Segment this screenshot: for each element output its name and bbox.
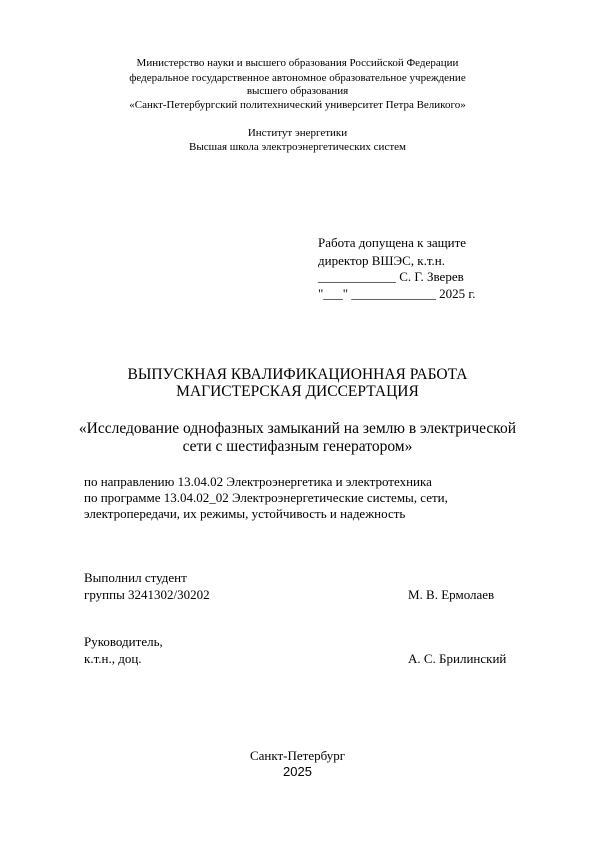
university-name: «Санкт-Петербургский политехнический университет Петра Великого»: [129, 99, 466, 111]
supervisor-name: А. С. Брилинский: [408, 651, 507, 666]
school-name: Высшая школа электроэнергетических систем: [189, 141, 406, 153]
student-group: группы 3241302/30202: [84, 587, 210, 602]
program-line-2: электропередачи, их режимы, устойчивость и надежность: [84, 506, 406, 521]
student-name: М. В. Ермолаев: [408, 587, 495, 602]
topic-line-2: сети с шестифазным генератором»: [182, 438, 413, 455]
ministry-line: Министерство науки и высшего образования Российской Федерации: [136, 57, 459, 69]
program-line-1: по программе 13.04.02_02 Электроэнергетические системы, сети,: [84, 490, 448, 505]
approval-line-1: Работа допущена к защите: [318, 235, 467, 250]
supervisor-label: Руководитель,: [84, 634, 163, 649]
direction-line: по направлению 13.04.02 Электроэнергетика и электротехника: [84, 474, 432, 489]
supervisor-degree: к.т.н., доц.: [84, 651, 142, 666]
work-type-title: ВЫПУСКНАЯ КВАЛИФИКАЦИОННАЯ РАБОТА: [127, 366, 468, 383]
approval-line-2: директор ВШЭС, к.т.н.: [318, 253, 446, 268]
institution-type-line: федеральное государственное автономное образовательное учреждение: [129, 72, 466, 84]
topic-line-1: «Исследование однофазных замыканий на землю в электрической: [78, 420, 517, 437]
approval-line-4: "___" _____________ 2025 г.: [318, 286, 476, 301]
institute-name: Институт энергетики: [247, 127, 348, 139]
student-label: Выполнил студент: [84, 570, 187, 585]
thesis-type-title: МАГИСТЕРСКАЯ ДИССЕРТАЦИЯ: [176, 383, 419, 400]
approval-line-3: ____________ С. Г. Зверев: [318, 269, 464, 284]
education-level-line: высшего образования: [246, 85, 349, 97]
city: Санкт-Петербург: [249, 748, 346, 763]
year: 2025: [283, 764, 312, 779]
